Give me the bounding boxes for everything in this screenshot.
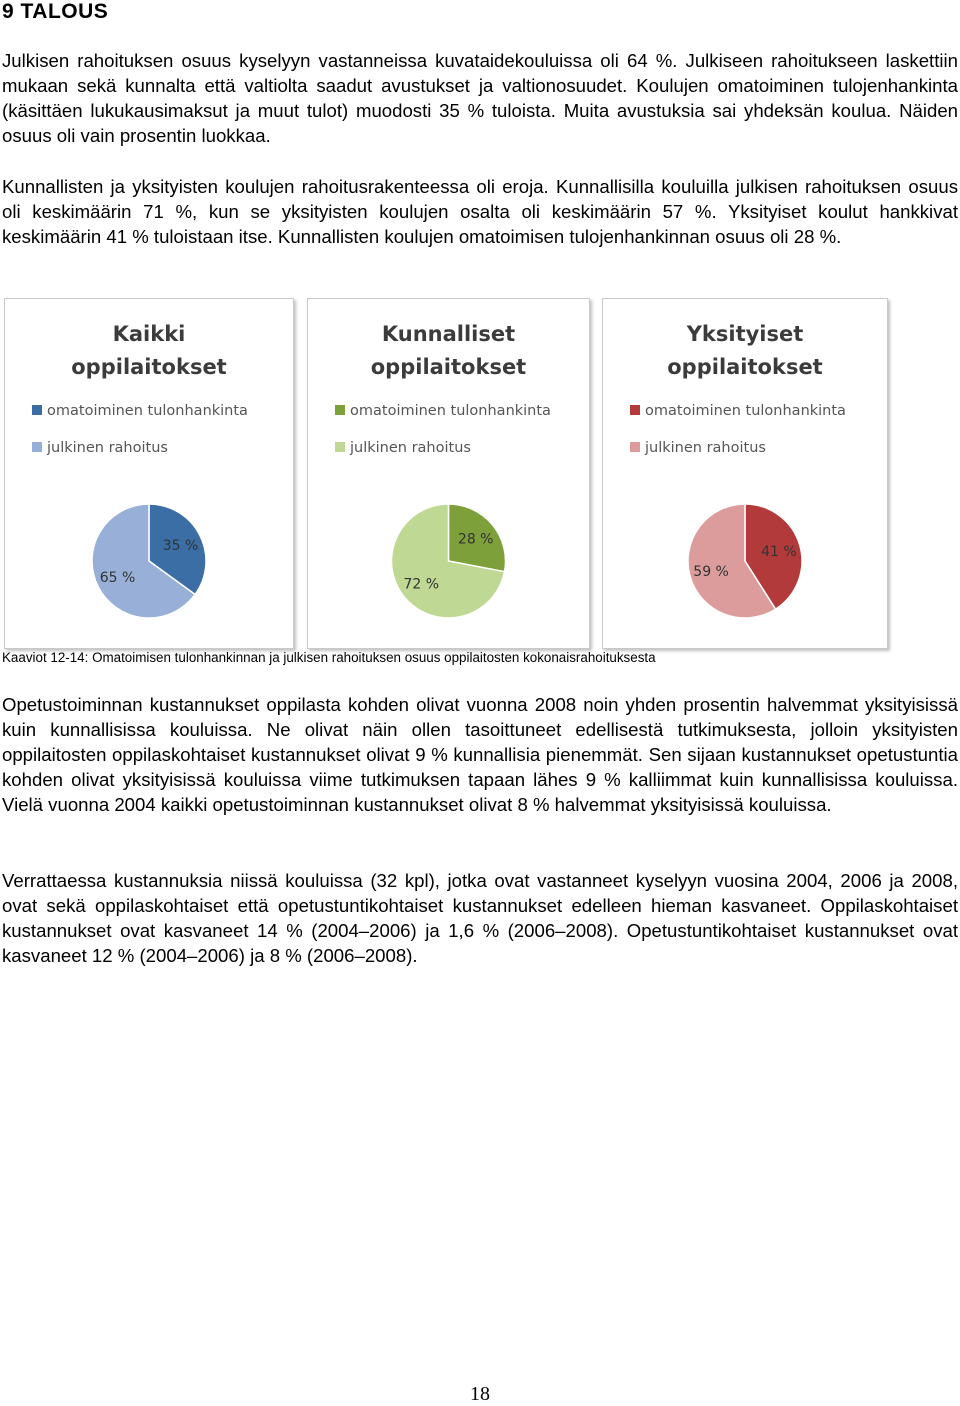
legend-swatch [32, 442, 42, 452]
paragraph-funding-differences: Kunnallisten ja yksityisten koulujen rahoitusrakenteessa oli eroja. Kunnallisilla kouluilla julkisen rahoituksen osuus oli keskimäärin 71 %, kun se yksityisten koulujen osalta oli keskimäärin 57 %. Yksityiset koulut hankkivat keskimäärin 41 % tuloistaan itse. Kunnallisten koulujen omatoimisen tulojenhankinnan osuus oli 28 %. [2, 176, 958, 247]
chart-title-line: oppilaitokset [71, 355, 227, 379]
legend-label: omatoiminen tulonhankinta [47, 403, 248, 419]
legend-label: omatoiminen tulonhankinta [645, 403, 846, 419]
paragraph-public-funding: Julkisen rahoituksen osuus kyselyyn vastanneissa kuvataidekouluissa oli 64 %. Julkiseen rahoitukseen laskettiin mukaan sekä kunnalta että valtiolta saadut avustukset ja valtionosuudet. Koulujen omatoiminen tulojenhankinta (käsittäen lukukausimaksut ja muut tulot) muodosti 35 % tuloista. Muita avustuksia sai yhdeksän koulua. Näiden osuus oli vain prosentin luokkaa. [2, 50, 958, 146]
chart-title-line: Yksityiset [686, 322, 804, 346]
pie-data-label: 65 % [99, 570, 136, 586]
legend-swatch [32, 405, 42, 415]
pie-data-label: 59 % [693, 563, 729, 580]
pie-data-label: 72 % [403, 576, 440, 593]
pie-chart-private-schools [602, 298, 888, 649]
page-number: 18 [470, 1383, 490, 1405]
paragraph-cost-comparison: Verrattaessa kustannuksia niissä kouluissa (32 kpl), jotka ovat vastanneet kyselyyn vuosina 2004, 2006 ja 2008, ovat sekä oppilaskohtaiset että opetustuntikohtaiset kustannukset edelleen hieman kasvaneet. Oppilaskohtaiset kustannukset ovat kasvaneet 14 % (2004–2006) ja 1,6 % (2006–2008). Opetustuntikohtaiset kustannukset ovat kasvaneet 12 % (2004–2006) ja 8 % (2006–2008). [2, 870, 958, 966]
pie-data-label: 35 % [162, 538, 199, 554]
chart-title-line: Kaikki [112, 322, 186, 346]
legend-swatch [630, 405, 640, 415]
legend-label: julkinen rahoitus [645, 440, 766, 456]
pie-data-label: 41 % [761, 544, 797, 561]
figure-caption: Kaaviot 12-14: Omatoimisen tulonhankinnan ja julkisen rahoituksen osuus oppilaitosten kokonaisrahoituksesta [2, 650, 656, 665]
pie-chart-svg-all [5, 299, 293, 648]
legend-swatch [335, 405, 345, 415]
pie-chart-municipal-schools [307, 298, 590, 649]
legend-label: omatoiminen tulonhankinta [350, 403, 551, 419]
paragraph-costs-per-student: Opetustoiminnan kustannukset oppilasta kohden olivat vuonna 2008 noin yhden prosentin halvemmat yksityisissä kuin kunnallisissa kouluissa. Ne olivat näin ollen tasoittuneet edellisestä tutkimuksesta, jolloin yksityisten oppilaitosten oppilaskohtaiset kustannukset olivat 9 % kunnallisia pienemmät. Sen sijaan kustannukset opetustuntia kohden olivat yksityisissä kouluissa viime tutkimuksen tapaan lähes 9 % kalliimmat kuin kunnallisissa kouluissa. Vielä vuonna 2004 kaikki opetustoiminnan kustannukset olivat 8 % halvemmat yksityisissä kouluissa. [2, 694, 958, 815]
chart-title-line: oppilaitokset [370, 355, 527, 379]
legend-label: julkinen rahoitus [47, 440, 168, 456]
pie-chart-svg-private [603, 299, 887, 648]
pie-chart-all-schools [4, 298, 294, 649]
pie-chart-svg-municipal [308, 299, 589, 648]
legend-swatch [335, 442, 345, 452]
legend-label: julkinen rahoitus [350, 440, 471, 456]
legend-swatch [630, 442, 640, 452]
pie-data-label: 28 % [457, 531, 494, 548]
chart-title-line: oppilaitokset [667, 355, 823, 379]
chart-title-line: Kunnalliset [381, 322, 516, 346]
section-heading: 9 TALOUS [2, 0, 109, 23]
